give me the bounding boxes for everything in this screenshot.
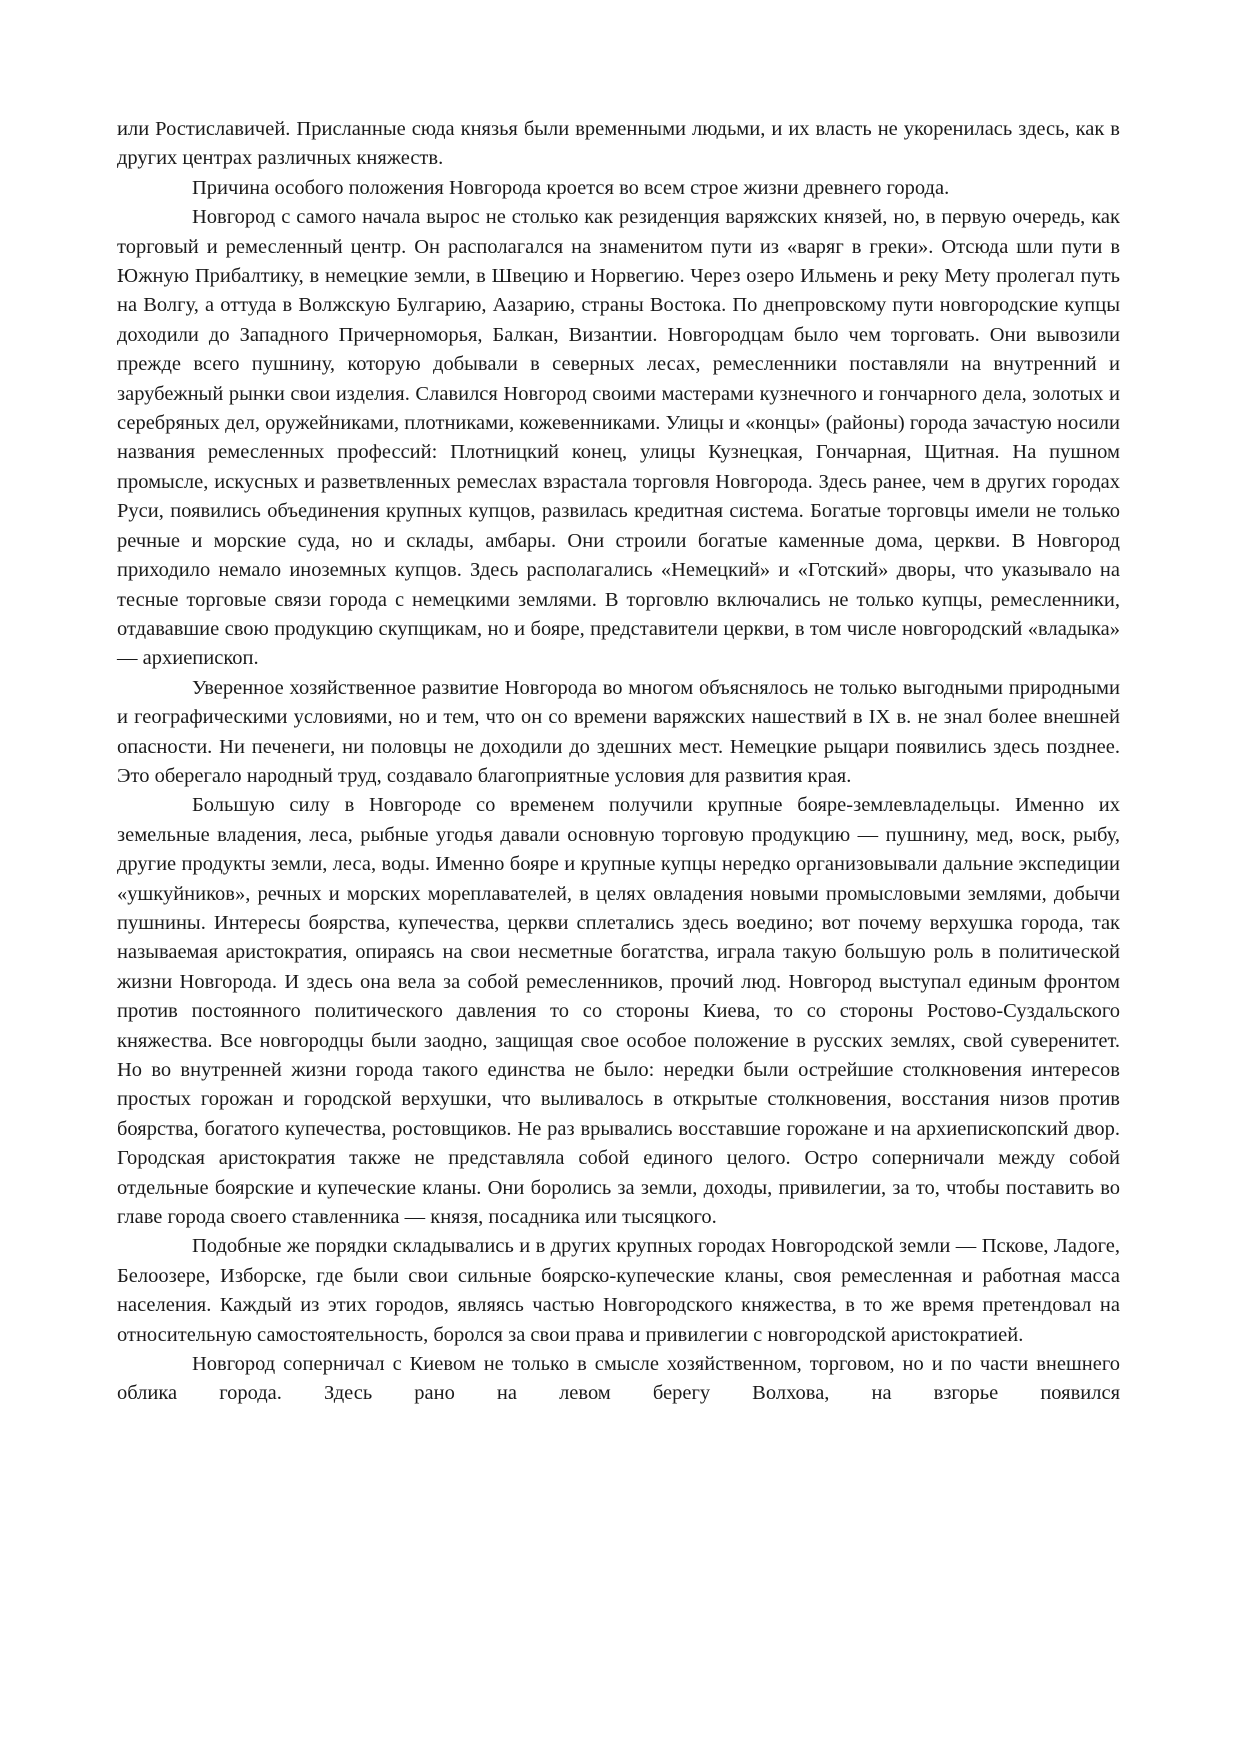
paragraph: Большую силу в Новгороде со временем получили крупные бояре-землевладельцы. Именно их земельные владения, леса, рыбные угодья давали основную торговую продукцию — пушнину, мед, воск, рыбу, другие продукты земли, леса, воды. Именно бояре и крупные купцы нередко организовывали дальние экспедиции «ушкуйников», речных и морских мореплавателей, в целях овладения новыми промысловыми землями, добычи пушнины. Интересы боярства, купечества, церкви сплетались здесь воедино; вот почему верхушка города, так называемая аристократия, опираясь на свои несметные богатства, играла такую большую роль в политической жизни Новгорода. И здесь она вела за собой ремесленников, прочий люд. Новгород выступал единым фронтом против постоянного политического давления то со стороны Киева, то со стороны Ростово-Суздальского княжества. Все новгородцы были заодно, защищая свое особое положение в русских землях, свой суверенитет. Но во внутренней жизни города такого единства не было: нередки были острейшие столкновения интересов простых горожан и городской верхушки, что выливалось в открытые столкновения, восстания низов против боярства, богатого купечества, ростовщиков. Не раз врывались восставшие горожане и на архиепископский двор. Городская аристократия также не представляла собой единого целого. Остро соперничали между собой отдельные боярские и купеческие кланы. Они боролись за земли, доходы, привилегии, за то, чтобы поставить во главе города своего ставленника — князя, посадника или тысяцкого. <box>117 794 1120 1229</box>
paragraph-last: Новгород соперничал с Киевом не только в смысле хозяйственном, торговом, но и по части внешнего облика города. Здесь рано на левом берегу Волхова, на взгорье появился <box>117 1353 1120 1405</box>
paragraph: Подобные же порядки складывались и в других крупных городах Новгородской земли — Пскове, Ладоге, Белоозере, Изборске, где были свои сильные боярско-купеческие кланы, своя ремесленная и работная масса населения. Каждый из этих городов, являясь частью Новгородского княжества, в то же время претендовал на относительную самостоятельность, боролся за свои права и привилегии с новгородской аристократией. <box>117 1235 1120 1346</box>
document-page <box>117 115 1120 1409</box>
paragraph: Уверенное хозяйственное развитие Новгорода во многом объяснялось не только выгодными природными и географическими условиями, но и тем, что он со времени варяжских нашествий в IX в. не знал более внешней опасности. Ни печенеги, ни половцы не доходили до здешних мест. Немецкие рыцари появились здесь позднее. Это оберегало народный труд, создавало благоприятные условия для развития края. <box>117 676 1120 787</box>
paragraph-continuation: или Ростиславичей. Присланные сюда князья были временными людьми, и их власть не укоренилась здесь, как в других центрах различных княжеств. <box>117 118 1120 170</box>
paragraph: Новгород с самого начала вырос не столько как резиденция варяжских князей, но, в первую очередь, как торговый и ремесленный центр. Он располагался на знаменитом пути из «варяг в греки». Отсюда шли пути в Южную Прибалтику, в немецкие земли, в Швецию и Норвегию. Через озеро Ильмень и реку Мету пролегал путь на Волгу, а оттуда в Волжскую Булгарию, Аазарию, страны Востока. По днепровскому пути новгородские купцы доходили до Западного Причерноморья, Балкан, Византии. Новгородцам было чем торговать. Они вывозили прежде всего пушнину, которую добывали в северных лесах, ремесленники поставляли на внутренний и зарубежный рынки свои изделия. Славился Новгород своими мастерами кузнечного и гончарного дела, золотых и серебряных дел, оружейниками, плотниками, кожевенниками. Улицы и «концы» (районы) города зачастую носили названия ремесленных профессий: Плотницкий конец, улицы Кузнецкая, Гончарная, Щитная. На пушном промысле, искусных и разветвленных ремеслах взрастала торговля Новгорода. Здесь ранее, чем в других городах Руси, появились объединения крупных купцов, развилась кредитная система. Богатые торговцы имели не только речные и морские суда, но и склады, амбары. Они строили богатые каменные дома, церкви. В Новгород приходило немало иноземных купцов. Здесь располагались «Немецкий» и «Готский» дворы, что указывало на тесные торговые связи города с немецкими землями. В торговлю включались не только купцы, ремесленники, отдававшие свою продукцию скупщикам, но и бояре, представители церкви, в том числе новгородский «владыка» — архиепископ. <box>117 206 1120 670</box>
paragraph: Причина особого положения Новгорода кроется во всем строе жизни древнего города. <box>192 176 950 199</box>
